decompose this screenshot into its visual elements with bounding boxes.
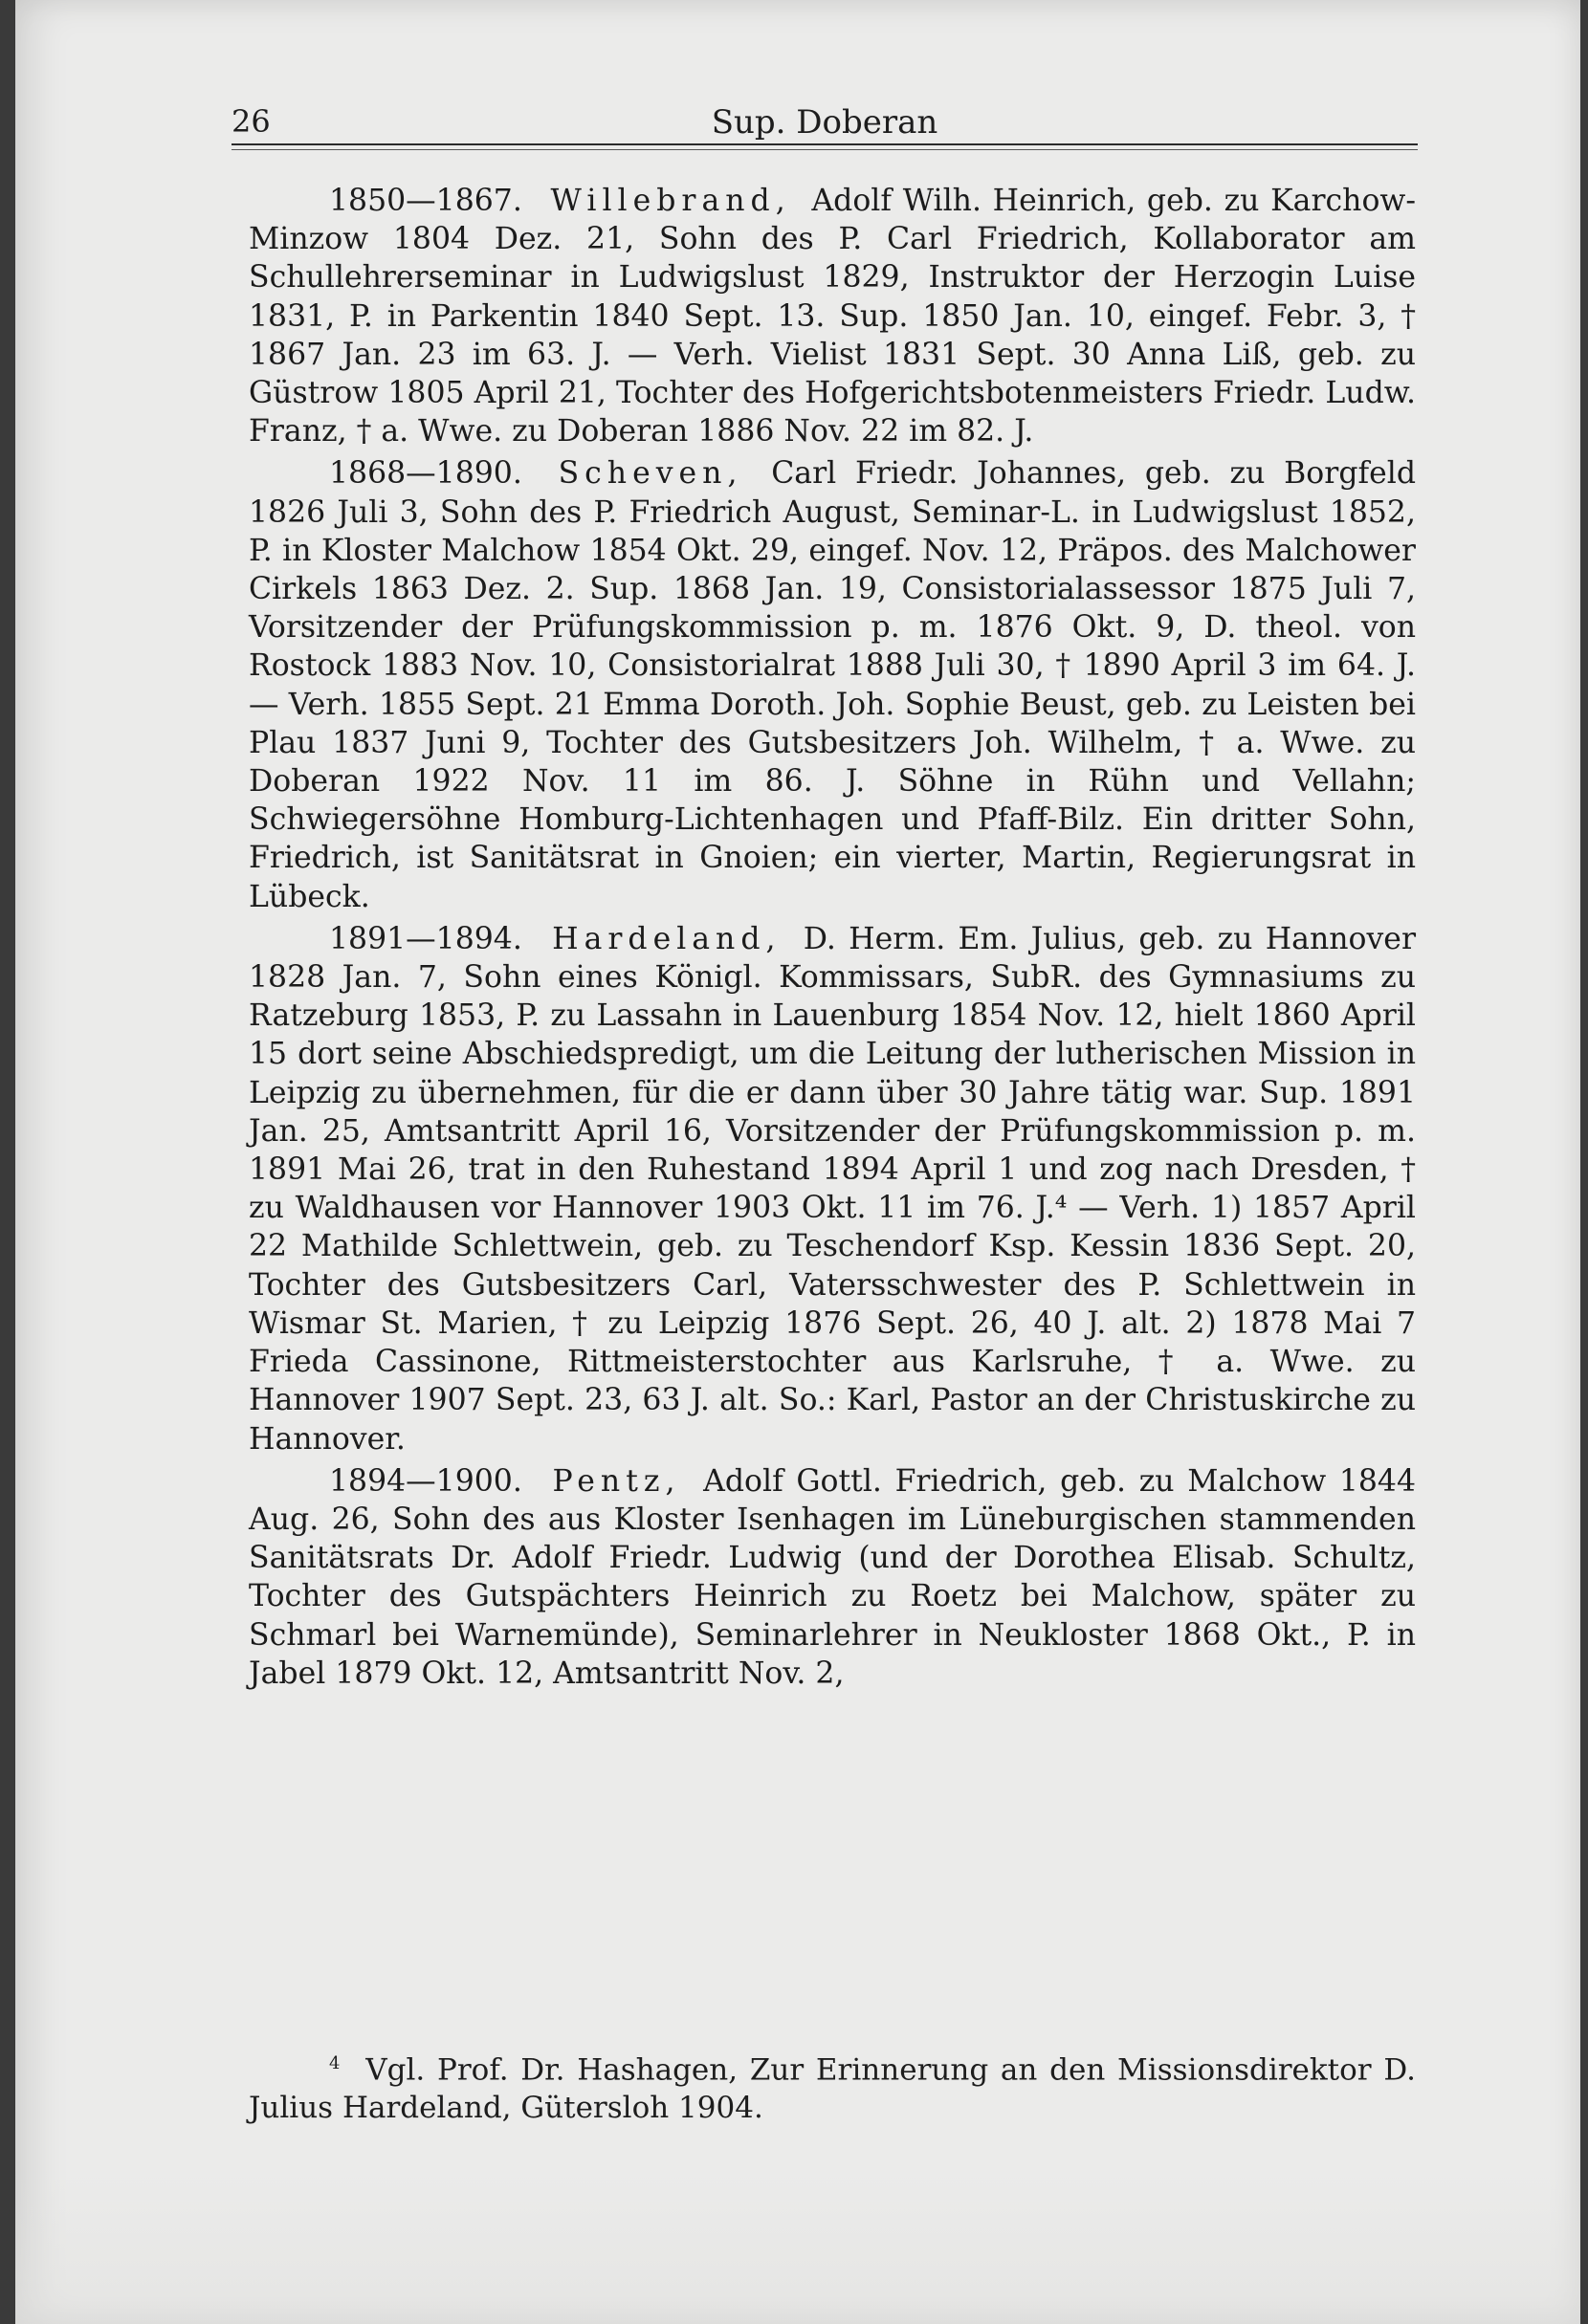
- footnote-text: Vgl. Prof. Dr. Hashagen, Zur Erinnerung an den Missionsdirektor D. Julius Hardeland, Gütersloh 1904.: [249, 2052, 1416, 2126]
- page-number: 26: [232, 103, 271, 140]
- book-page: [15, 0, 1580, 2324]
- entry-scheven: [249, 454, 1416, 915]
- entry-willebrand: [249, 182, 1416, 450]
- entry-years: 1894—1900.: [329, 1463, 522, 1499]
- footnote-mark: 4: [329, 2053, 341, 2073]
- header-rule: [232, 143, 1418, 145]
- page-shadow: [15, 2171, 1580, 2324]
- entry-text: D. Herm. Em. Julius, geb. zu Hannover 1828 Jan. 7, Sohn eines Königl. Kommissars, SubR. des Gymnasiums zu Ratzeburg 1853, P. zu Lassahn in Lauenburg 1854 Nov. 12, hielt 1860 April 15 dort seine Abschiedspredigt, um die Leitung der lutherischen Mission in Leipzig zu übernehmen, für die er dann über 30 Jahre tätig war. Sup. 1891 Jan. 25, Amtsantritt April 16, Vorsitzender der Prüfungskommission p. m. 1891 Mai 26, trat in den Ruhestand 1894 April 1 und zog nach Dresden, † zu Waldhausen vor Hannover 1903 Okt. 11 im 76. J.⁴ — Verh. 1) 1857 April 22 Mathilde Schlettwein, geb. zu Teschendorf Ksp. Kessin 1836 Sept. 20, Tochter des Gutsbesitzers Carl, Vatersschwester des P. Schlettwein in Wismar St. Marien, † zu Leipzig 1876 Sept. 26, 40 J. alt. 2) 1878 Mai 7 Frieda Cassinone, Rittmeisterstochter aus Karlsruhe, † a. Wwe. zu Hannover 1907 Sept. 23, 63 J. alt. So.: Karl, Pastor an der Christuskirche zu Hannover.: [249, 921, 1416, 1457]
- entry-years: 1868—1890.: [329, 456, 522, 492]
- entry-years: 1891—1894.: [329, 921, 522, 956]
- running-head: Sup. Doberan: [711, 103, 938, 142]
- body-text: [249, 182, 1416, 1697]
- entry-text: Adolf Gottl. Friedrich, geb. zu Malchow 1844 Aug. 26, Sohn des aus Kloster Isenhagen im Lüneburgischen stammenden Sanitätsrats Dr. Adolf Friedr. Ludwig (und der Dorothea Elisab. Schultz, Tochter des Gutspächters Heinrich zu Roetz bei Malchow, später zu Schmarl bei Warnemünde), Seminarlehrer in Neukloster 1868 Okt., P. in Jabel 1879 Okt. 12, Amtsantritt Nov. 2,: [249, 1463, 1417, 1691]
- header-rule-thin: [232, 149, 1418, 150]
- entry-name: Pentz,: [552, 1463, 681, 1499]
- page-header: [232, 103, 1418, 147]
- entry-hardeland: [249, 920, 1416, 1458]
- entry-text: Carl Friedr. Johannes, geb. zu Borgfeld 1826 Juli 3, Sohn des P. Friedrich August, Seminar-L. in Ludwigslust 1852, P. in Kloster Malchow 1854 Okt. 29, eingef. Nov. 12, Präpos. des Malchower Cirkels 1863 Dez. 2. Sup. 1868 Jan. 19, Consistorialassessor 1875 Juli 7, Vorsitzender der Prüfungskommission p. m. 1876 Okt. 9, D. theol. von Rostock 1883 Nov. 10, Consistorialrat 1888 Juli 30, † 1890 April 3 im 64. J. — Verh. 1855 Sept. 21 Emma Doroth. Joh. Sophie Beust, geb. zu Leisten bei Plau 1837 Juni 9, Tochter des Gutsbesitzers Joh. Wilhelm, † a. Wwe. zu Doberan 1922 Nov. 11 im 86. J. Söhne in Rühn und Vellahn; Schwiegersöhne Homburg-Lichtenhagen und Pfaff-Bilz. Ein dritter Sohn, Friedrich, ist Sanitätsrat in Gnoien; ein vierter, Martin, Regierungsrat in Lübeck.: [249, 456, 1417, 914]
- entry-text: Adolf Wilh. Heinrich, geb. zu Karchow-Minzow 1804 Dez. 21, Sohn des P. Carl Friedrich, Kollaborator am Schullehrerseminar in Ludwigslust 1829, Instruktor der Herzogin Luise 1831, P. in Parkentin 1840 Sept. 13. Sup. 1850 Jan. 10, eingef. Febr. 3, † 1867 Jan. 23 im 63. J. — Verh. Vielist 1831 Sept. 30 Anna Liß, geb. zu Güstrow 1805 April 21, Tochter des Hofgerichtsbotenmeisters Friedr. Ludw. Franz, † a. Wwe. zu Doberan 1886 Nov. 22 im 82. J.: [249, 184, 1417, 449]
- footnote: [249, 2045, 1416, 2127]
- entry-years: 1850—1867.: [329, 184, 522, 218]
- entry-pentz: [249, 1462, 1416, 1693]
- entry-name: Willebrand,: [550, 184, 791, 218]
- entry-name: Scheven,: [558, 456, 743, 492]
- entry-name: Hardeland,: [552, 921, 782, 956]
